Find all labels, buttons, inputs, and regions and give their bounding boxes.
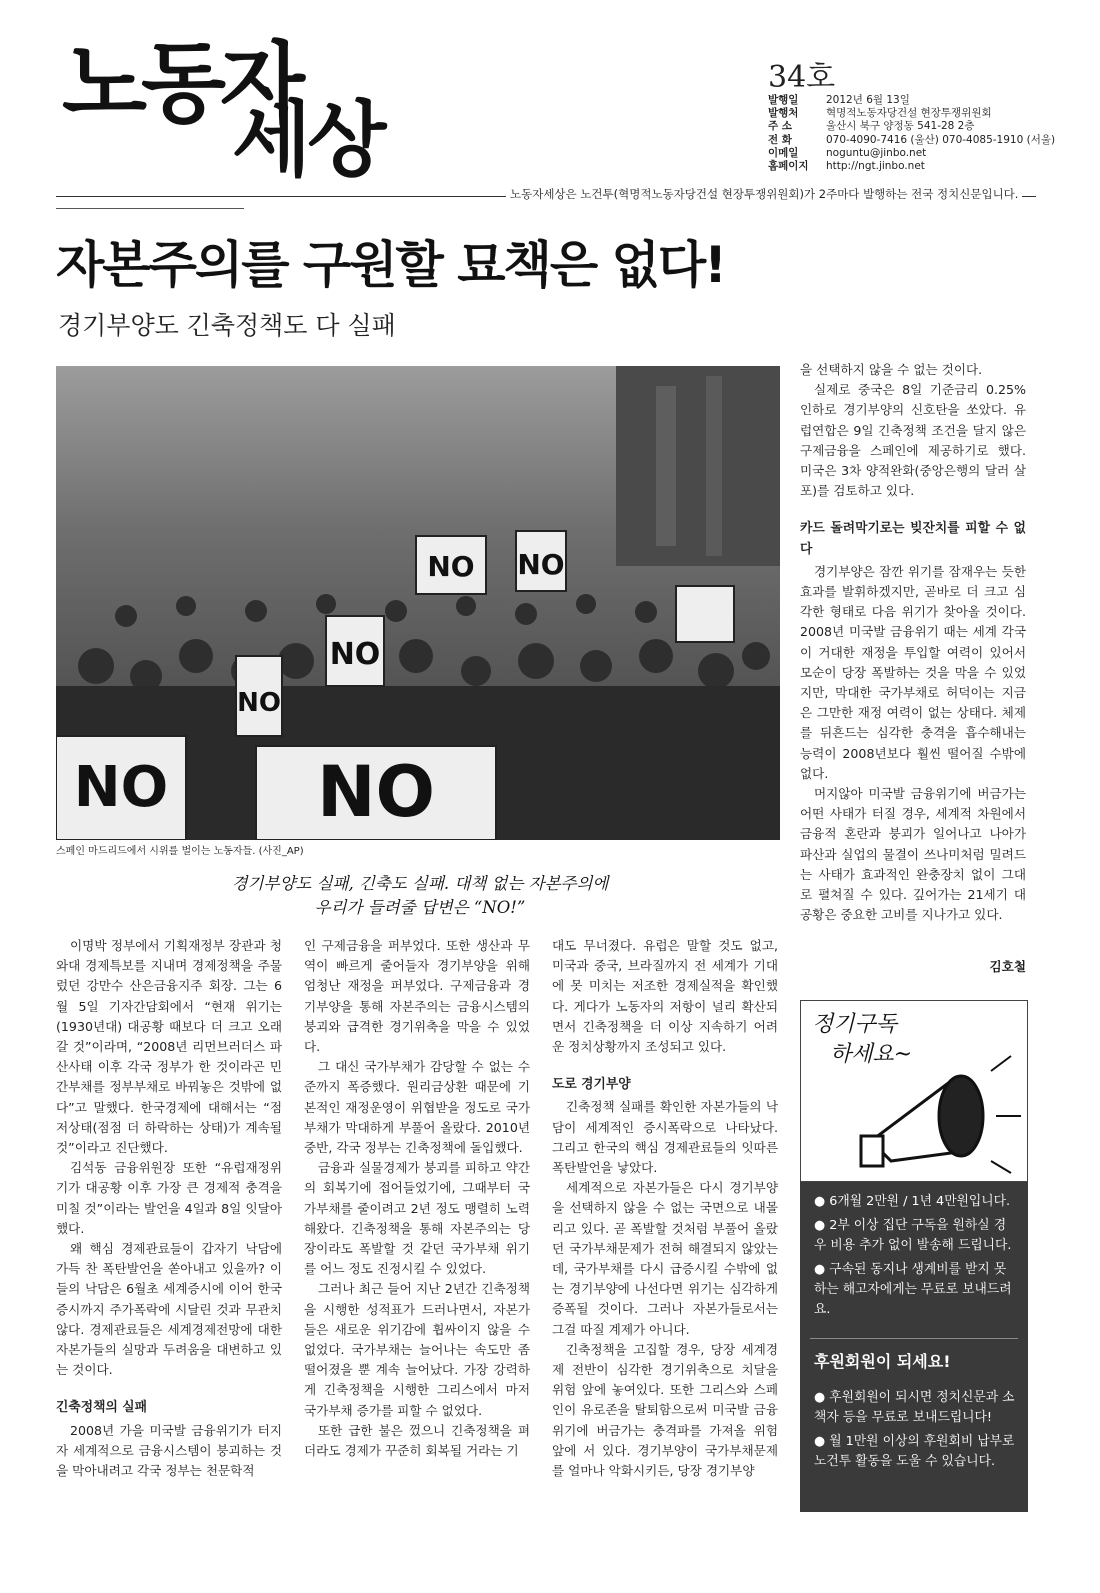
meta-row: 홈페이지 http://ngt.jinbo.net bbox=[768, 160, 925, 173]
article-column-4 bbox=[800, 360, 1026, 925]
masthead-tagline: 노동자세상은 노건투(혁명적노동자당건설 현장투쟁위원회)가 2주마다 발행하는 전국 정치신문입니다. bbox=[506, 186, 1022, 202]
meta-row: 발행일 2012년 6월 13일 bbox=[768, 94, 910, 106]
paragraph: 김석동 금융위원장 또한 “유럽재정위기가 대공황 이후 가장 큰 경제적 충격을 미칠 것”이라는 발언을 4일과 8일 잇달아 했다. bbox=[56, 1160, 282, 1236]
paragraph: 금융과 실물경제가 붕괴를 피하고 약간의 회복기에 접어들었기에, 그때부터 국가부채를 줄이려고 2년 정도 맹렬히 노력해왔다. 긴축정책을 통해 자본주의는 당장이라도 폭발할 것 같던 국가부채 위기를 어느 정도 진정시킬 수 있었다. bbox=[304, 1160, 530, 1277]
paragraph: 대도 무너졌다. 유럽은 말할 것도 없고, 미국과 중국, 브라질까지 전 세계가 기대에 못 미치는 저조한 경제실적을 확인했다. 게다가 노동자의 저항이 널리 확산되면서 긴축정책을 더 이상 지속하기 어려운 정치상황까지 조성되고 있다. bbox=[552, 938, 778, 1055]
paragraph: 실제로 중국은 8일 기준금리 0.25% 인하로 경기부양의 신호탄을 쏘았다. 유럽연합은 9일 긴축정책 조건을 달지 않은 구제금융을 스페인에 제공하기로 했다. 미국은 3차 양적완화(중앙은행의 달러 살포)를 검토하고 있다. bbox=[800, 382, 1026, 499]
list-item: ● 월 1만원 이상의 후원회비 납부로 노건투 활동을 도울 수 있습니다. bbox=[814, 1434, 1015, 1469]
article-headline: 자본주의를 구원할 묘책은 없다! bbox=[56, 236, 725, 294]
article-byline: 김호철 bbox=[989, 959, 1026, 974]
paragraph: 또한 급한 불은 껐으니 긴축정책을 펴더라도 경제가 꾸준히 회복될 거라는 기 bbox=[304, 1422, 530, 1459]
article-subhead: 경기부양도 긴축정책도 다 실패 bbox=[58, 311, 396, 340]
photo-sign-text: NO bbox=[73, 755, 169, 820]
publication-info bbox=[768, 94, 1055, 173]
paragraph: 그러나 최근 들어 지난 2년간 긴축정책을 시행한 성적표가 드러나면서, 자본가들은 새로운 위기감에 휩싸이지 않을 수 없었다. 국가부채는 늘어나는 속도만 좀 떨어졌을 뿐 계속 늘어났다. 가장 강력하게 긴축정책을 시행한 그리스에서 마저 국가부채 증가를 피할 수 없었다. bbox=[304, 1281, 530, 1418]
section-heading: 긴축정책의 실패 bbox=[56, 1400, 147, 1416]
paragraph: 왜 핵심 경제관료들이 갑자기 낙담에 가득 찬 폭탄발언을 쏟아내고 있을까? 이들의 낙담은 6월초 세계증시에 이어 한국증시까지 주가폭락에 시달린 것과 무관치 않다. 경제관료들은 세계경제전망에 대한 자본가들의 실망과 두려움을 대변하고 있는 것이다. bbox=[56, 1241, 282, 1378]
subscription-info-panel bbox=[800, 1182, 1028, 1512]
paragraph: 긴축정책을 고집할 경우, 당장 세계경제 전반이 심각한 경기위축으로 치달을 위험 앞에 놓여있다. 또한 그리스와 스페인이 유로존을 탈퇴함으로써 미국발 금융위기에 버금가는 충격파를 가져올 위험 앞에 서 있다. 경기부양이 국가부채문제를 얼마나 악화시키든, 당장 경기부양 bbox=[552, 1341, 778, 1479]
photo-sign-text: NO bbox=[316, 751, 436, 833]
protest-photo bbox=[56, 366, 780, 840]
paragraph: 그 대신 국가부채가 감당할 수 없는 수준까지 폭증했다. 원리금상환 때문에 기본적인 재정운영이 위협받을 정도로 국가부채가 막대하게 부풀어 올랐다. 2010년 중반, 각국 정부는 긴축정책에 돌입했다. bbox=[304, 1059, 530, 1156]
divider bbox=[810, 1338, 1018, 1339]
paragraph: 이명박 정부에서 기획재정부 장관과 청와대 경제특보를 지내며 경제정책을 주물렀던 강만수 산은금융지주 회장. 그는 6월 5일 기자간담회에서 “현재 위기는 (1930년대) 대공황 때보다 더 크고 오래갈 것”이라며, “2008년 리먼브러더스 파산사태 이후 각국 정부가 한 것이라곤 민간부채를 정부부채로 바꿔놓은 것밖에 없다”고 말했다. 한국경제에 대해서는 “점저상태(점점 더 하락하는 상태)가 계속될 것”이라고 진단했다. bbox=[56, 938, 282, 1156]
paragraph: 머지않아 미국발 금융위기에 버금가는 어떤 사태가 터질 경우, 세계적 차원에서 금융적 혼란과 붕괴가 일어나고 나아가 파산과 실업의 물결이 쓰나미처럼 밀려드는 사태가 효과적인 완충장치 없이 그대로 펼쳐질 수 있다. 깊어가는 21세기 대공황은 중요한 고비를 지나가고 있다. bbox=[800, 786, 1026, 923]
article-column-2 bbox=[304, 936, 530, 1461]
list-item: ● 2부 이상 집단 구독을 원하실 경우 비용 추가 없이 발송해 드립니다. bbox=[814, 1218, 1012, 1253]
support-list bbox=[800, 1378, 1028, 1472]
issue-number: 34호 bbox=[768, 60, 836, 95]
photo-sign-text: NO bbox=[329, 637, 381, 672]
photo-sign-text: NO bbox=[517, 548, 565, 581]
paragraph: 세계적으로 자본가들은 다시 경기부양을 선택하지 않을 수 없는 국면으로 내몰리고 있다. 곧 폭발할 것처럼 부풀어 올랐던 국가부채문제가 전혀 해결되지 않았는데, 국가부채를 다시 급증시킬 수밖에 없는 경기부양에 나선다면 위기는 심각하게 증폭될 것이다. 그러나 자본가들로서는 그걸 따질 계제가 아니다. bbox=[552, 1180, 778, 1337]
paragraph: 을 선택하지 않을 수 없는 것이다. bbox=[800, 362, 983, 377]
masthead-logo-line1: 노동자 bbox=[62, 32, 300, 135]
subscribe-handwritten: 정기구독 하세요~ bbox=[812, 1012, 913, 1067]
pull-quote: 경기부양도 실패, 긴축도 실패. 대책 없는 자본주의에 우리가 들려줄 답변은 “NO!” bbox=[231, 874, 609, 917]
meta-row: 이메일 noguntu@jinbo.net bbox=[768, 146, 927, 159]
list-item: ● 구속된 동지나 생계비를 받지 못하는 해고자에게는 무료로 보내드려요. bbox=[814, 1262, 1012, 1317]
paragraph: 2008년 가을 미국발 금융위기가 터지자 세계적으로 금융시스템이 붕괴하는 것을 막아내려고 각국 정부는 천문학적 bbox=[56, 1422, 282, 1479]
meta-row: 주 소 울산시 북구 양정동 541-28 2층 bbox=[768, 120, 975, 133]
subscription-list bbox=[800, 1182, 1028, 1320]
email-link[interactable]: noguntu@jinbo.net bbox=[826, 146, 927, 159]
masthead-logo-line2: 세상 bbox=[232, 93, 383, 188]
paragraph: 경기부양은 잠깐 위기를 잠재우는 듯한 효과를 발휘하겠지만, 곧바로 더 크고 심각한 형태로 다음 위기가 찾아올 것이다. 2008년 미국발 금융위기 때는 세계 각국이 거대한 재정을 투입할 여력이 있어서 모순이 당장 폭발하는 것을 막을 수 있었지만, 막대한 국가부채로 허덕이는 지금은 그만한 재정 여력이 없는 상태다. 체제를 뒤흔드는 심각한 충격을 흡수해내는 능력이 2008년보다 훨씬 떨어질 수밖에 없다. bbox=[800, 563, 1026, 781]
photo-caption: 스페인 마드리드에서 시위를 벌이는 노동자들. (사진_AP) bbox=[56, 846, 304, 857]
meta-row: 발행처 혁명적노동자당건설 현장투쟁위원회 bbox=[768, 107, 992, 120]
list-item: ● 후원회원이 되시면 정치신문과 소책자 등을 무료로 보내드립니다! bbox=[814, 1390, 1015, 1425]
photo-sign-text: NO bbox=[237, 688, 281, 718]
photo-sign-text: NO bbox=[427, 550, 475, 583]
article-column-3 bbox=[552, 936, 778, 1481]
homepage-link[interactable]: http://ngt.jinbo.net bbox=[826, 160, 925, 173]
section-heading: 도로 경기부양 bbox=[552, 1077, 631, 1093]
masthead-rule-short bbox=[56, 208, 244, 209]
section-heading: 카드 돌려막기로는 빚잔치를 피할 수 없다 bbox=[800, 521, 1026, 557]
list-item: ● 6개월 2만원 / 1년 4만원입니다. bbox=[814, 1194, 1011, 1209]
meta-row: 전 화 070-4090-7416 (울산) 070-4085-1910 (서울) bbox=[768, 133, 1056, 146]
paragraph: 긴축정책 실패를 확인한 자본가들의 낙담이 세계적인 증시폭락으로 나타났다. 그리고 한국의 핵심 경제관료들의 잇따른 폭탄발언을 낳았다. bbox=[552, 1099, 778, 1176]
paragraph: 인 구제금융을 퍼부었다. 또한 생산과 무역이 빠르게 줄어들자 경기부양을 위해 엄청난 재정을 퍼부었다. 구제금융과 경기부양을 통해 자본주의는 금융시스템의 붕괴와 급격한 경기위축을 막을 수 있었다. bbox=[304, 938, 530, 1055]
article-column-1 bbox=[56, 936, 282, 1481]
support-title: 후원회원이 되세요! bbox=[814, 1352, 951, 1371]
